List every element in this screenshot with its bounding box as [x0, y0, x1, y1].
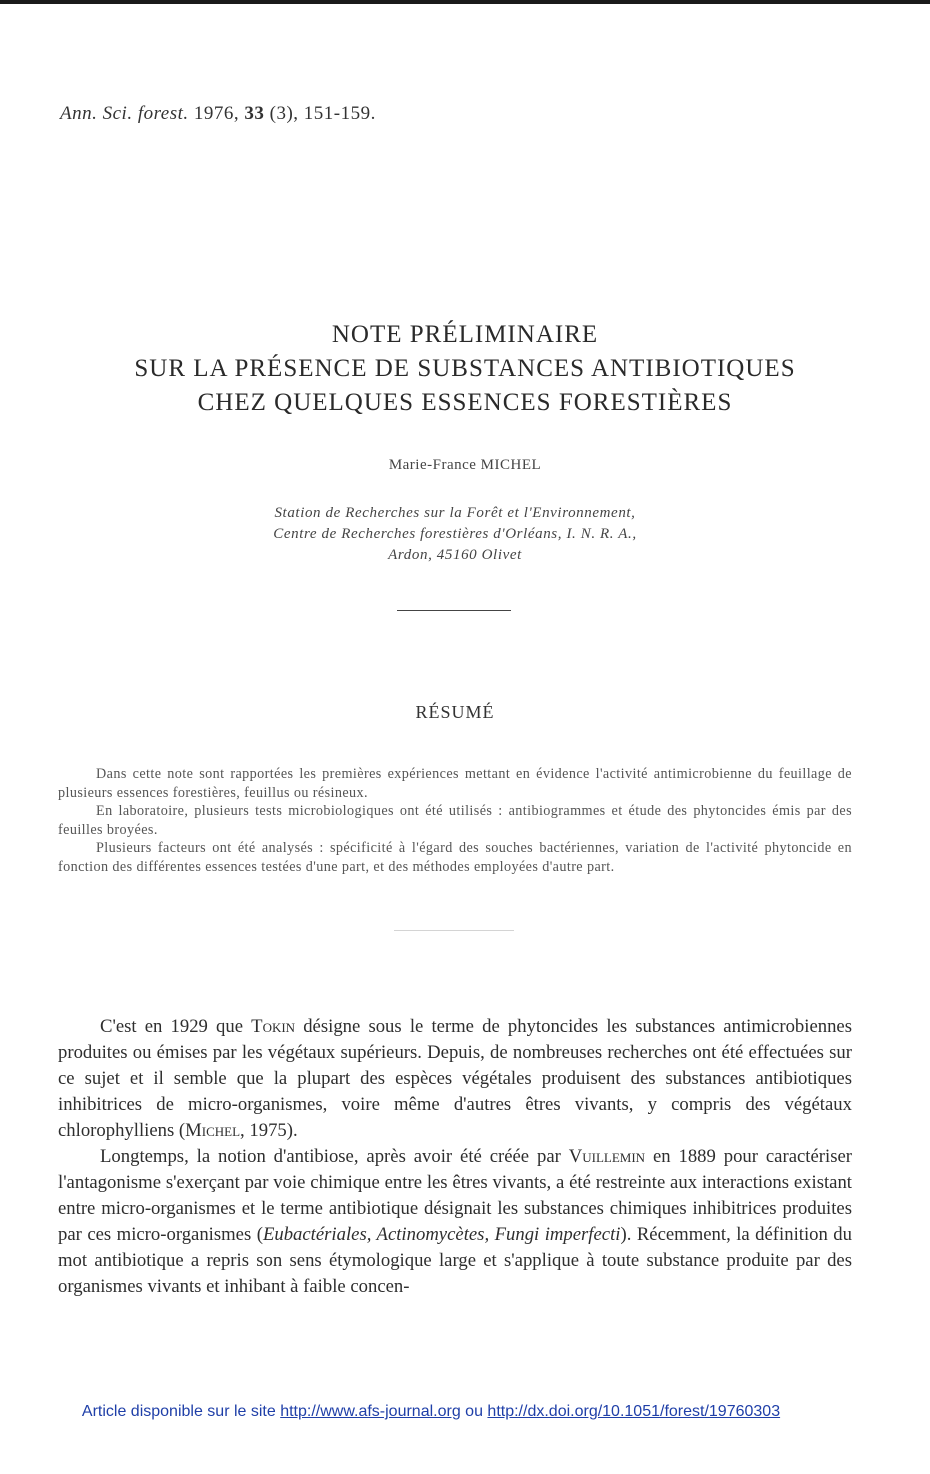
taxa-names: Eubactériales, Actinomycètes, Fungi imperfecti — [262, 1224, 621, 1245]
separator-rule — [397, 610, 511, 611]
text-run: C'est en 1929 que — [100, 1016, 252, 1037]
resume-heading: RÉSUMÉ — [415, 702, 495, 722]
cited-author-vuillemin: Vuillemin — [568, 1146, 646, 1167]
cited-author-tokin: Tokin — [251, 1016, 296, 1037]
abstract-paragraph: En laboratoire, plusieurs tests microbiologiques ont été utilisés : antibiogrammes et étude des phytoncides émis par des feuilles broyées. — [58, 803, 852, 838]
article-body — [58, 1014, 852, 1300]
cited-author-michel: Michel — [185, 1120, 241, 1141]
title-line-3: CHEZ QUELQUES ESSENCES FORESTIÈRES — [197, 389, 733, 416]
affiliation-line-3: Ardon, 45160 Olivet — [388, 547, 522, 563]
title-line-2: SUR LA PRÉSENCE DE SUBSTANCES ANTIBIOTIQUES — [134, 355, 796, 382]
title-line-1: NOTE PRÉLIMINAIRE — [331, 321, 599, 348]
journal-name: Ann. Sci. forest. — [60, 103, 189, 124]
author-affiliation — [0, 503, 910, 566]
affiliation-line-2: Centre de Recherches forestières d'Orléans, I. N. R. A., — [273, 526, 637, 542]
abstract — [58, 765, 852, 876]
abstract-paragraph: Plusieurs facteurs ont été analysés : spécificité à l'égard des souches bactériennes, variation de l'activité phytoncide en fonction des différentes essences testées d'une part, et des méthodes employées d'autre part. — [58, 840, 852, 875]
availability-footer — [0, 1403, 862, 1421]
journal-pages: (3), 151-159. — [269, 103, 376, 124]
text-run: désigne sous le terme de phytoncides les substances antimicrobiennes produites ou émises par les végétaux supérieurs. Depuis, de nombreuses recherches ont été effectuées sur ce sujet et il semble que la plupart des espèces végétales produisent des substances antibiotiques inhibitrices de micro-organismes, voire même d'autres êtres vivants, y compris des végétaux chlorophylliens ( — [58, 1016, 852, 1141]
journal-citation — [60, 103, 376, 125]
footer-middle: ou — [460, 1403, 488, 1420]
faint-separator-rule — [394, 930, 514, 931]
abstract-paragraph: Dans cette note sont rapportées les premières expériences mettant en évidence l'activité antimicrobienne du feuillage de plusieurs essences forestières, feuillus ou résineux. — [58, 766, 852, 801]
journal-volume: 33 — [244, 103, 265, 124]
body-paragraph-2 — [58, 1144, 852, 1300]
text-run: ). Récemment, la définition du mot antibiotique a repris son sens étymologique large et s'applique à toute substance produite par des organismes vivants et inhibant à faible concen- — [58, 1224, 852, 1297]
affiliation-line-1: Station de Recherches sur la Forêt et l'Environnement, — [274, 505, 636, 521]
journal-year: 1976, — [193, 103, 240, 124]
top-border-rule — [0, 0, 930, 4]
doi-link[interactable]: http://dx.doi.org/10.1051/forest/19760303 — [487, 1403, 781, 1420]
text-run: en 1889 pour caractériser l'antagonisme s'exerçant par voie chimique entre les êtres vivants, a été restreinte aux interactions existant entre micro-organismes et le terme antibiotique désignait les substances chimiques inhibitrices produites par ces micro-organismes ( — [58, 1146, 852, 1245]
author-name: Marie-France MICHEL — [388, 457, 542, 473]
text-run: Longtemps, la notion d'antibiose, après avoir été créée par — [100, 1146, 569, 1167]
footer-prefix: Article disponible sur le site — [81, 1403, 281, 1420]
journal-site-link[interactable]: http://www.afs-journal.org — [280, 1403, 461, 1420]
text-run: , 1975). — [240, 1120, 298, 1141]
body-paragraph-1 — [58, 1014, 852, 1144]
article-title — [40, 318, 890, 420]
